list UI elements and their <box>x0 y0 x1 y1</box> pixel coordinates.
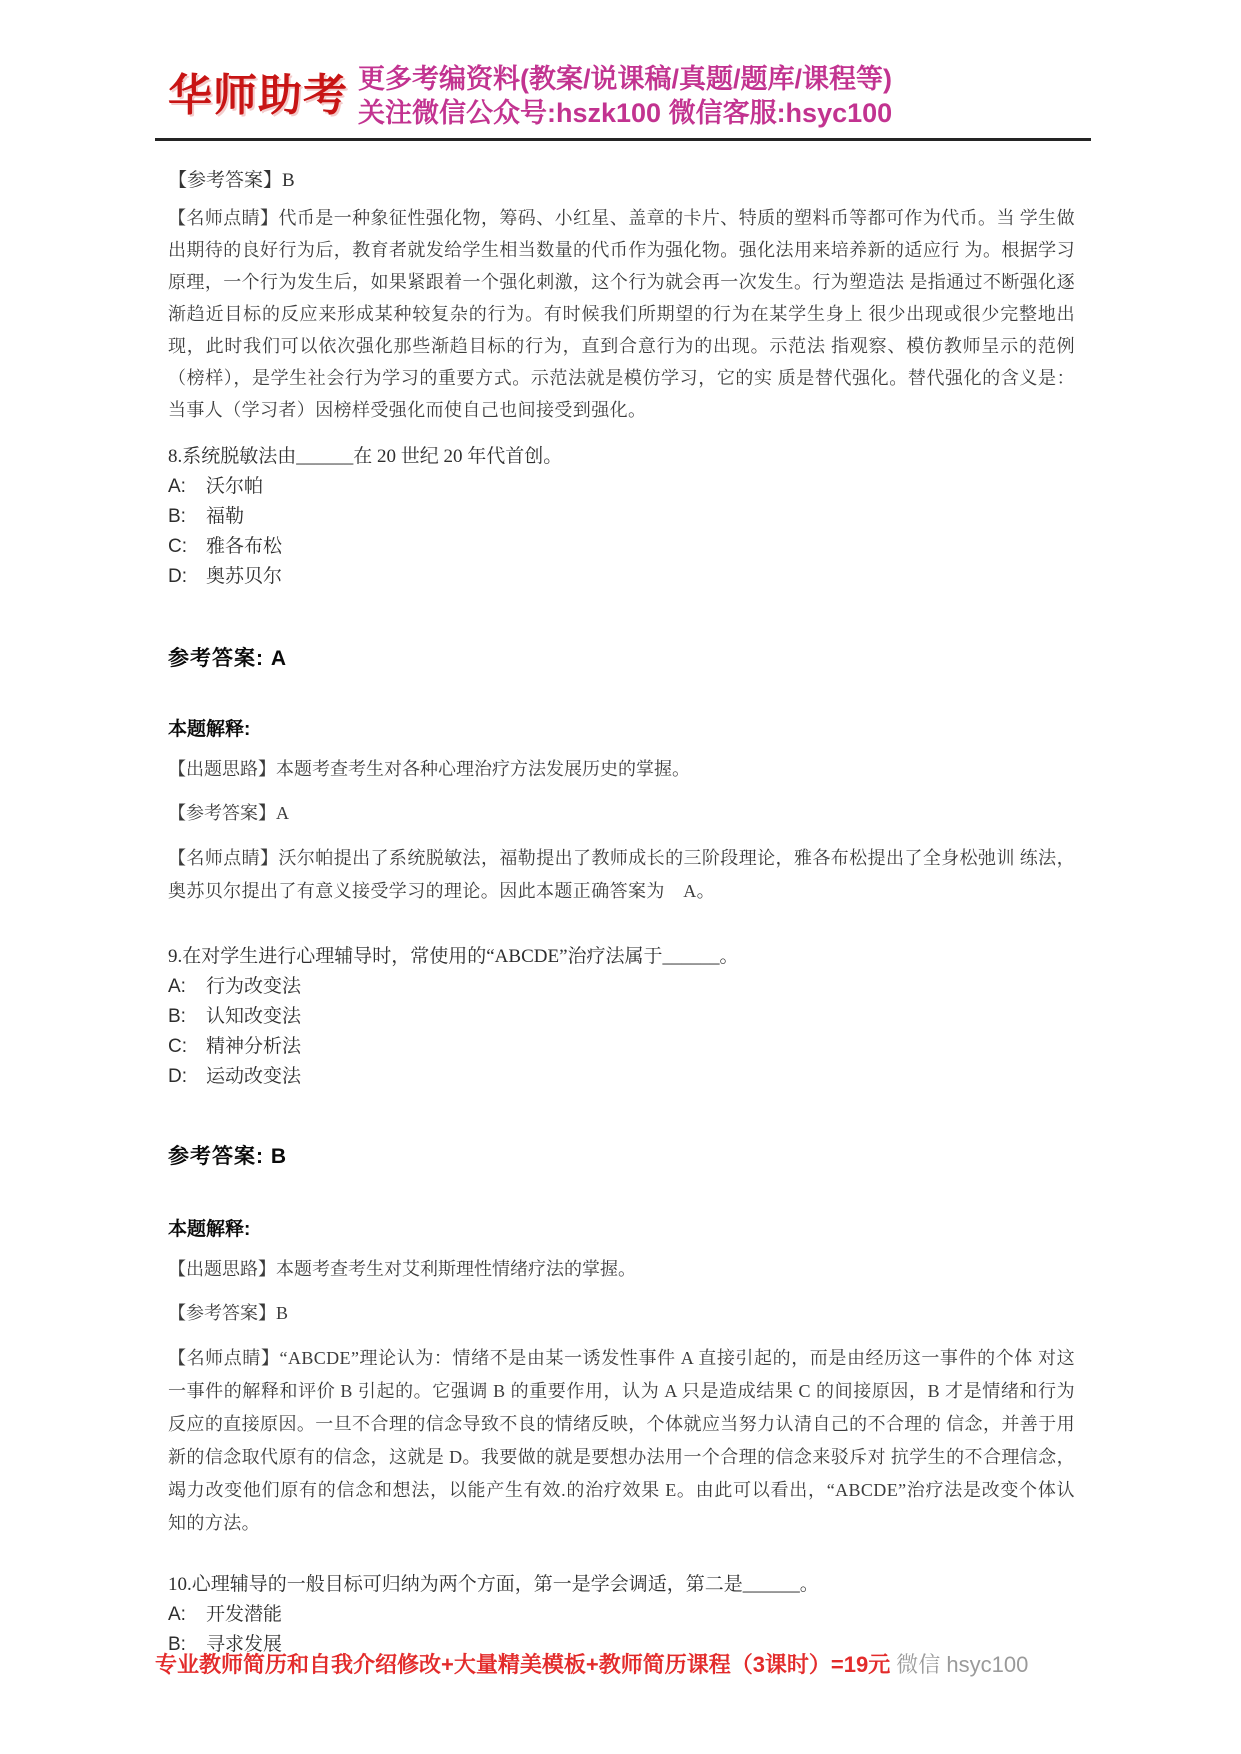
option-text: 雅各布松 <box>206 536 283 557</box>
option-text: 沃尔帕 <box>206 476 264 497</box>
question-9-explanation-tip: 【名师点睛】“ABCDE”理论认为：情绪不是由某一诱发性事件 A 直接引起的，而是由经历这一事件的个体 对这一事件的解释和评价 B 引起的。它强调 B 的重要作用，认为 A 只是造成结果 C 的间接原因，B 才是情绪和行为反应的直接原因。一旦不合理的信念导致不良的情绪反映，个体就应当努力认清自己的不合理的 信念，并善于用新的信念取代原有的信念，这就是 D。我要做的就是要想办法用一个合理的信念来驳斥对 抗学生的不合理信念，竭力改变他们原有的信念和想法，以能产生有效.的治疗效果 E。由此可以看出，“ABCDE”治疗法是改变个体认知的方法。 <box>168 1348 1075 1533</box>
question-8-option-d <box>168 562 1075 592</box>
question-9-option-a <box>168 972 1075 1002</box>
question-9-explanation-title: 本题解释: <box>168 1219 251 1240</box>
question-9-option-b <box>168 1002 1075 1032</box>
reference-answer-label: 参考答案: <box>168 1145 264 1168</box>
option-letter: B: <box>168 1634 186 1655</box>
question-9-text: 9.在对学生进行心理辅导时，常使用的“ABCDE”治疗法属于______。 <box>168 946 739 967</box>
option-text: 福勒 <box>206 506 245 527</box>
option-letter: C: <box>168 536 187 557</box>
question-9 <box>168 942 1075 1092</box>
question-8-reference-answer <box>168 642 1075 672</box>
intro-teacher-tip-paragraph: 【名师点睛】代币是一种象征性强化物，筹码、小红星、盖章的卡片、特质的塑料币等都可作为代币。当 学生做出期待的良好行为后，教育者就发给学生相当数量的代币作为强化物。强化法用来培养新的适应行 为。根据学习原理，一个行为发生后，如果紧跟着一个强化刺激，这个行为就会再一次发生。行为塑造法 是指通过不断强化逐渐趋近目标的反应来形成某种较复杂的行为。有时候我们所期望的行为在某学生身上 很少出现或很少完整地出现，此时我们可以依次强化那些渐趋目标的行为，直到合意行为的出现。示范法 指观察、模仿教师呈示的范例（榜样），是学生社会行为学习的重要方式。示范法就是模仿学习，它的实 质是替代强化。替代强化的含义是：当事人（学习者）因榜样受强化而使自己也间接受到强化。 <box>168 208 1075 420</box>
option-letter: A: <box>168 1604 186 1625</box>
option-letter: A: <box>168 976 186 997</box>
page-footer <box>155 1648 1095 1679</box>
option-text: 奥苏贝尔 <box>206 566 283 587</box>
question-8-text: 8.系统脱敏法由______在 20 世纪 20 年代首创。 <box>168 446 563 467</box>
option-letter: B: <box>168 506 186 527</box>
question-8-option-a <box>168 472 1075 502</box>
question-8-explanation-idea: 【出题思路】本题考查考生对各种心理治疗方法发展历史的掌握。 <box>168 759 690 779</box>
question-8-explanation-title: 本题解释: <box>168 719 251 740</box>
option-text: 行为改变法 <box>206 976 302 997</box>
brand-logo: 华师助考 <box>168 70 348 120</box>
option-letter: D: <box>168 566 187 587</box>
question-9-option-d <box>168 1062 1075 1092</box>
option-text: 寻求发展 <box>206 1634 283 1655</box>
option-text: 开发潜能 <box>206 1604 283 1625</box>
option-text: 运动改变法 <box>206 1066 302 1087</box>
header-divider <box>155 138 1091 141</box>
footer-promo-text: 专业教师简历和自我介绍修改+大量精美模板+教师简历课程（3课时）=19元 <box>155 1652 891 1677</box>
header-promo-lines <box>358 62 892 130</box>
footer-wechat-contact: 微信 hsyc100 <box>896 1652 1029 1677</box>
question-9-option-c <box>168 1032 1075 1062</box>
question-10 <box>168 1570 1075 1660</box>
question-10-option-a <box>168 1600 1075 1630</box>
option-letter: B: <box>168 1006 186 1027</box>
document-body <box>0 165 1241 1660</box>
intro-reference-answer: 【参考答案】B <box>168 170 295 191</box>
page-header <box>0 0 1241 130</box>
question-9-explanation-answer: 【参考答案】B <box>168 1303 289 1323</box>
question-8 <box>168 442 1075 592</box>
header-promo-line1: 更多考编资料(教案/说课稿/真题/题库/课程等) <box>358 64 892 94</box>
option-text: 精神分析法 <box>206 1036 302 1057</box>
option-letter: A: <box>168 476 186 497</box>
option-text: 认知改变法 <box>206 1006 302 1027</box>
header-promo-line2: 关注微信公众号:hszk100 微信客服:hsyc100 <box>358 98 893 128</box>
option-letter: D: <box>168 1066 187 1087</box>
question-8-explanation-tip: 【名师点睛】沃尔帕提出了系统脱敏法，福勒提出了教师成长的三阶段理论，雅各布松提出了全身松弛训 练法，奥苏贝尔提出了有意义接受学习的理论。因此本题正确答案为 A。 <box>168 848 1075 901</box>
reference-answer-value: A <box>270 647 288 670</box>
question-8-explanation-answer: 【参考答案】A <box>168 803 289 823</box>
question-8-option-c <box>168 532 1075 562</box>
question-8-option-b <box>168 502 1075 532</box>
reference-answer-value: B <box>270 1145 288 1168</box>
question-10-text: 10.心理辅导的一般目标可归纳为两个方面，第一是学会调适，第二是______。 <box>168 1574 819 1595</box>
reference-answer-label: 参考答案: <box>168 647 264 670</box>
question-9-explanation-idea: 【出题思路】本题考查考生对艾利斯理性情绪疗法的掌握。 <box>168 1259 636 1279</box>
question-9-reference-answer <box>168 1140 1075 1170</box>
option-letter: C: <box>168 1036 187 1057</box>
